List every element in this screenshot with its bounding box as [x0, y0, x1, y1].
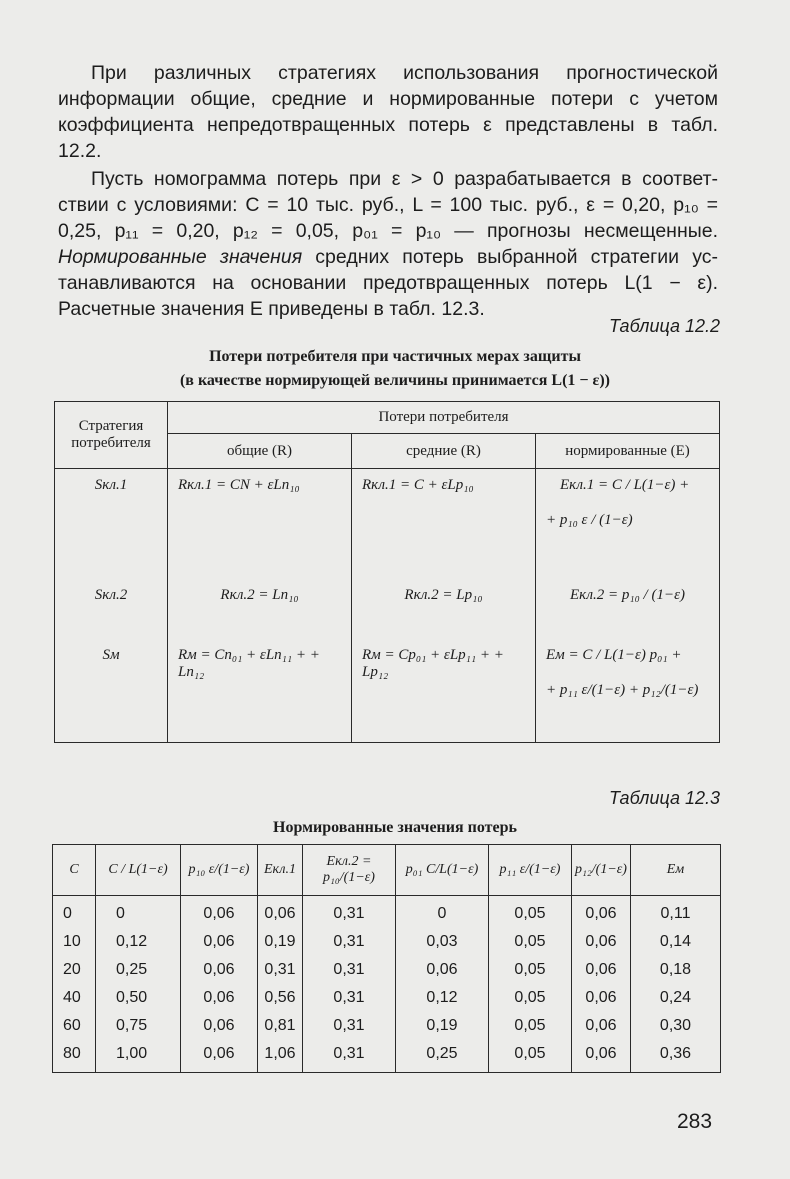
table-12-3-caption: Таблица 12.3: [608, 788, 720, 808]
total-cell: Rкл.1 = CN + εLn₁₀: [168, 469, 352, 579]
col-header: Eкл.1: [258, 845, 303, 896]
table-cell: 0,12: [396, 984, 489, 1012]
table-cell: 0,18: [631, 956, 721, 984]
normalized-cell: Eм = C / L(1−ε) p₀₁ + + p₁₁ ε/(1−ε) + p₁₂/(1−ε): [536, 639, 720, 743]
body-text: [58, 60, 718, 322]
table-cell: 0,05: [489, 984, 572, 1012]
header-normalized: нормированные (E): [536, 434, 720, 469]
table-cell: 0,06: [572, 928, 631, 956]
table-row: [53, 984, 721, 1012]
table-cell: 40: [53, 984, 96, 1012]
table-cell: 0,50: [96, 984, 181, 1012]
table-12-3-body: [53, 896, 721, 1073]
col-header: p₁₁ ε/(1−ε): [489, 845, 572, 896]
table-12-3-title: Нормированные значения потерь: [273, 819, 517, 836]
table-cell: 0,31: [258, 956, 303, 984]
table-cell: 60: [53, 1012, 96, 1040]
table-cell: 0,06: [572, 1012, 631, 1040]
table-cell: 0,31: [303, 984, 396, 1012]
table-cell: 0,06: [572, 896, 631, 929]
table-cell: 0,24: [631, 984, 721, 1012]
average-cell: Rкл.2 = Lp₁₀: [352, 579, 536, 639]
strategy-cell: Sкл.2: [55, 579, 168, 639]
total-cell: Rкл.2 = Ln₁₀: [168, 579, 352, 639]
table-cell: 1,06: [258, 1040, 303, 1073]
col-header: Eкл.2 = p₁₀/(1−ε): [303, 845, 396, 896]
table-cell: 0,56: [258, 984, 303, 1012]
col-header: p₁₂/(1−ε): [572, 845, 631, 896]
table-cell: 0,31: [303, 928, 396, 956]
average-cell: Rкл.1 = C + εLp₁₀: [352, 469, 536, 579]
table-row: [53, 928, 721, 956]
table-12-2-title-line2: (в качестве нормирующей величины принимается L(1 − ε)): [179, 372, 611, 389]
table-12-2-title-line1: Потери потребителя при частичных мерах защиты: [209, 348, 581, 365]
table-cell: 20: [53, 956, 96, 984]
table-cell: 0,25: [96, 956, 181, 984]
table-cell: 0: [396, 896, 489, 929]
table-cell: 0,06: [572, 1040, 631, 1073]
table-row: [53, 1040, 721, 1073]
col-header: Eм: [631, 845, 721, 896]
col-header: C: [53, 845, 96, 896]
table-cell: 0,06: [396, 956, 489, 984]
page-number: 283: [677, 1110, 713, 1133]
table-cell: 0,06: [181, 928, 258, 956]
table-cell: 0,36: [631, 1040, 721, 1073]
table-cell: 0,06: [181, 1040, 258, 1073]
table-cell: 0,06: [181, 1012, 258, 1040]
table-cell: 0,75: [96, 1012, 181, 1040]
table-cell: 0,06: [572, 956, 631, 984]
table-cell: 0: [53, 896, 96, 929]
table-cell: 0,31: [303, 896, 396, 929]
table-cell: 1,00: [96, 1040, 181, 1073]
table-cell: 80: [53, 1040, 96, 1073]
table-cell: 0: [96, 896, 181, 929]
table-cell: 0,11: [631, 896, 721, 929]
table-cell: 0,05: [489, 896, 572, 929]
header-strategy: Стратегия потребителя: [55, 402, 168, 469]
table-cell: 10: [53, 928, 96, 956]
table-cell: 0,31: [303, 1040, 396, 1073]
table-cell: 0,81: [258, 1012, 303, 1040]
table-cell: 0,12: [96, 928, 181, 956]
table-cell: 0,19: [396, 1012, 489, 1040]
table-cell: 0,05: [489, 1040, 572, 1073]
table-cell: 0,05: [489, 956, 572, 984]
table-12-3: [52, 844, 721, 1073]
table-row: [53, 896, 721, 929]
table-cell: 0,06: [572, 984, 631, 1012]
table-cell: 0,25: [396, 1040, 489, 1073]
table-row: [53, 956, 721, 984]
col-header: p₁₀ ε/(1−ε): [181, 845, 258, 896]
table-cell: 0,19: [258, 928, 303, 956]
normalized-cell: Eкл.2 = p₁₀ / (1−ε): [536, 579, 720, 639]
total-cell: Rм = Cn₀₁ + εLn₁₁ + + Ln₁₂: [168, 639, 352, 743]
table-12-2: [54, 401, 720, 743]
table-cell: 0,06: [181, 956, 258, 984]
table-cell: 0,06: [258, 896, 303, 929]
col-header: C / L(1−ε): [96, 845, 181, 896]
header-average: средние (R): [352, 434, 536, 469]
table-cell: 0,14: [631, 928, 721, 956]
table-cell: 0,31: [303, 1012, 396, 1040]
paragraph-1: При различных стратегиях использования прогностической информации общие, средние и нормированные потери с учетом коэффициента непредотвращенных потерь ε представлены в табл. 12.2.: [58, 62, 718, 162]
table-cell: 0,06: [181, 896, 258, 929]
paragraph-2: Пусть номограмма потерь при ε > 0 разрабатывается в соответ- ствии с условиями: C = 10 тыс. руб., L = 100 тыс. руб., ε = 0,20, p₁₀ = 0,25, p₁₁ = 0,20, p₁₂ = 0,05, p₀₁ = p₁₀ — прогнозы несмещенные. Нормированные значения средних потерь выбранной стратегии ус- танавливаются на основании предотвращенных потерь L(1 − ε). Расчетные значения E приведены в табл. 12.3.: [58, 168, 719, 320]
strategy-cell: Sм: [55, 639, 168, 743]
average-cell: Rм = Cp₀₁ + εLp₁₁ + + Lp₁₂: [352, 639, 536, 743]
table-cell: 0,05: [489, 1012, 572, 1040]
header-losses: Потери потребителя: [168, 402, 720, 434]
table-cell: 0,31: [303, 956, 396, 984]
table-12-2-caption: Таблица 12.2: [608, 316, 720, 336]
table-cell: 0,30: [631, 1012, 721, 1040]
normalized-cell: Eкл.1 = C / L(1−ε) + + p₁₀ ε / (1−ε): [536, 469, 720, 579]
col-header: p₀₁ C/L(1−ε): [396, 845, 489, 896]
header-total: общие (R): [168, 434, 352, 469]
table-cell: 0,06: [181, 984, 258, 1012]
strategy-cell: Sкл.1: [55, 469, 168, 579]
table-cell: 0,03: [396, 928, 489, 956]
table-row: [53, 1012, 721, 1040]
table-cell: 0,05: [489, 928, 572, 956]
